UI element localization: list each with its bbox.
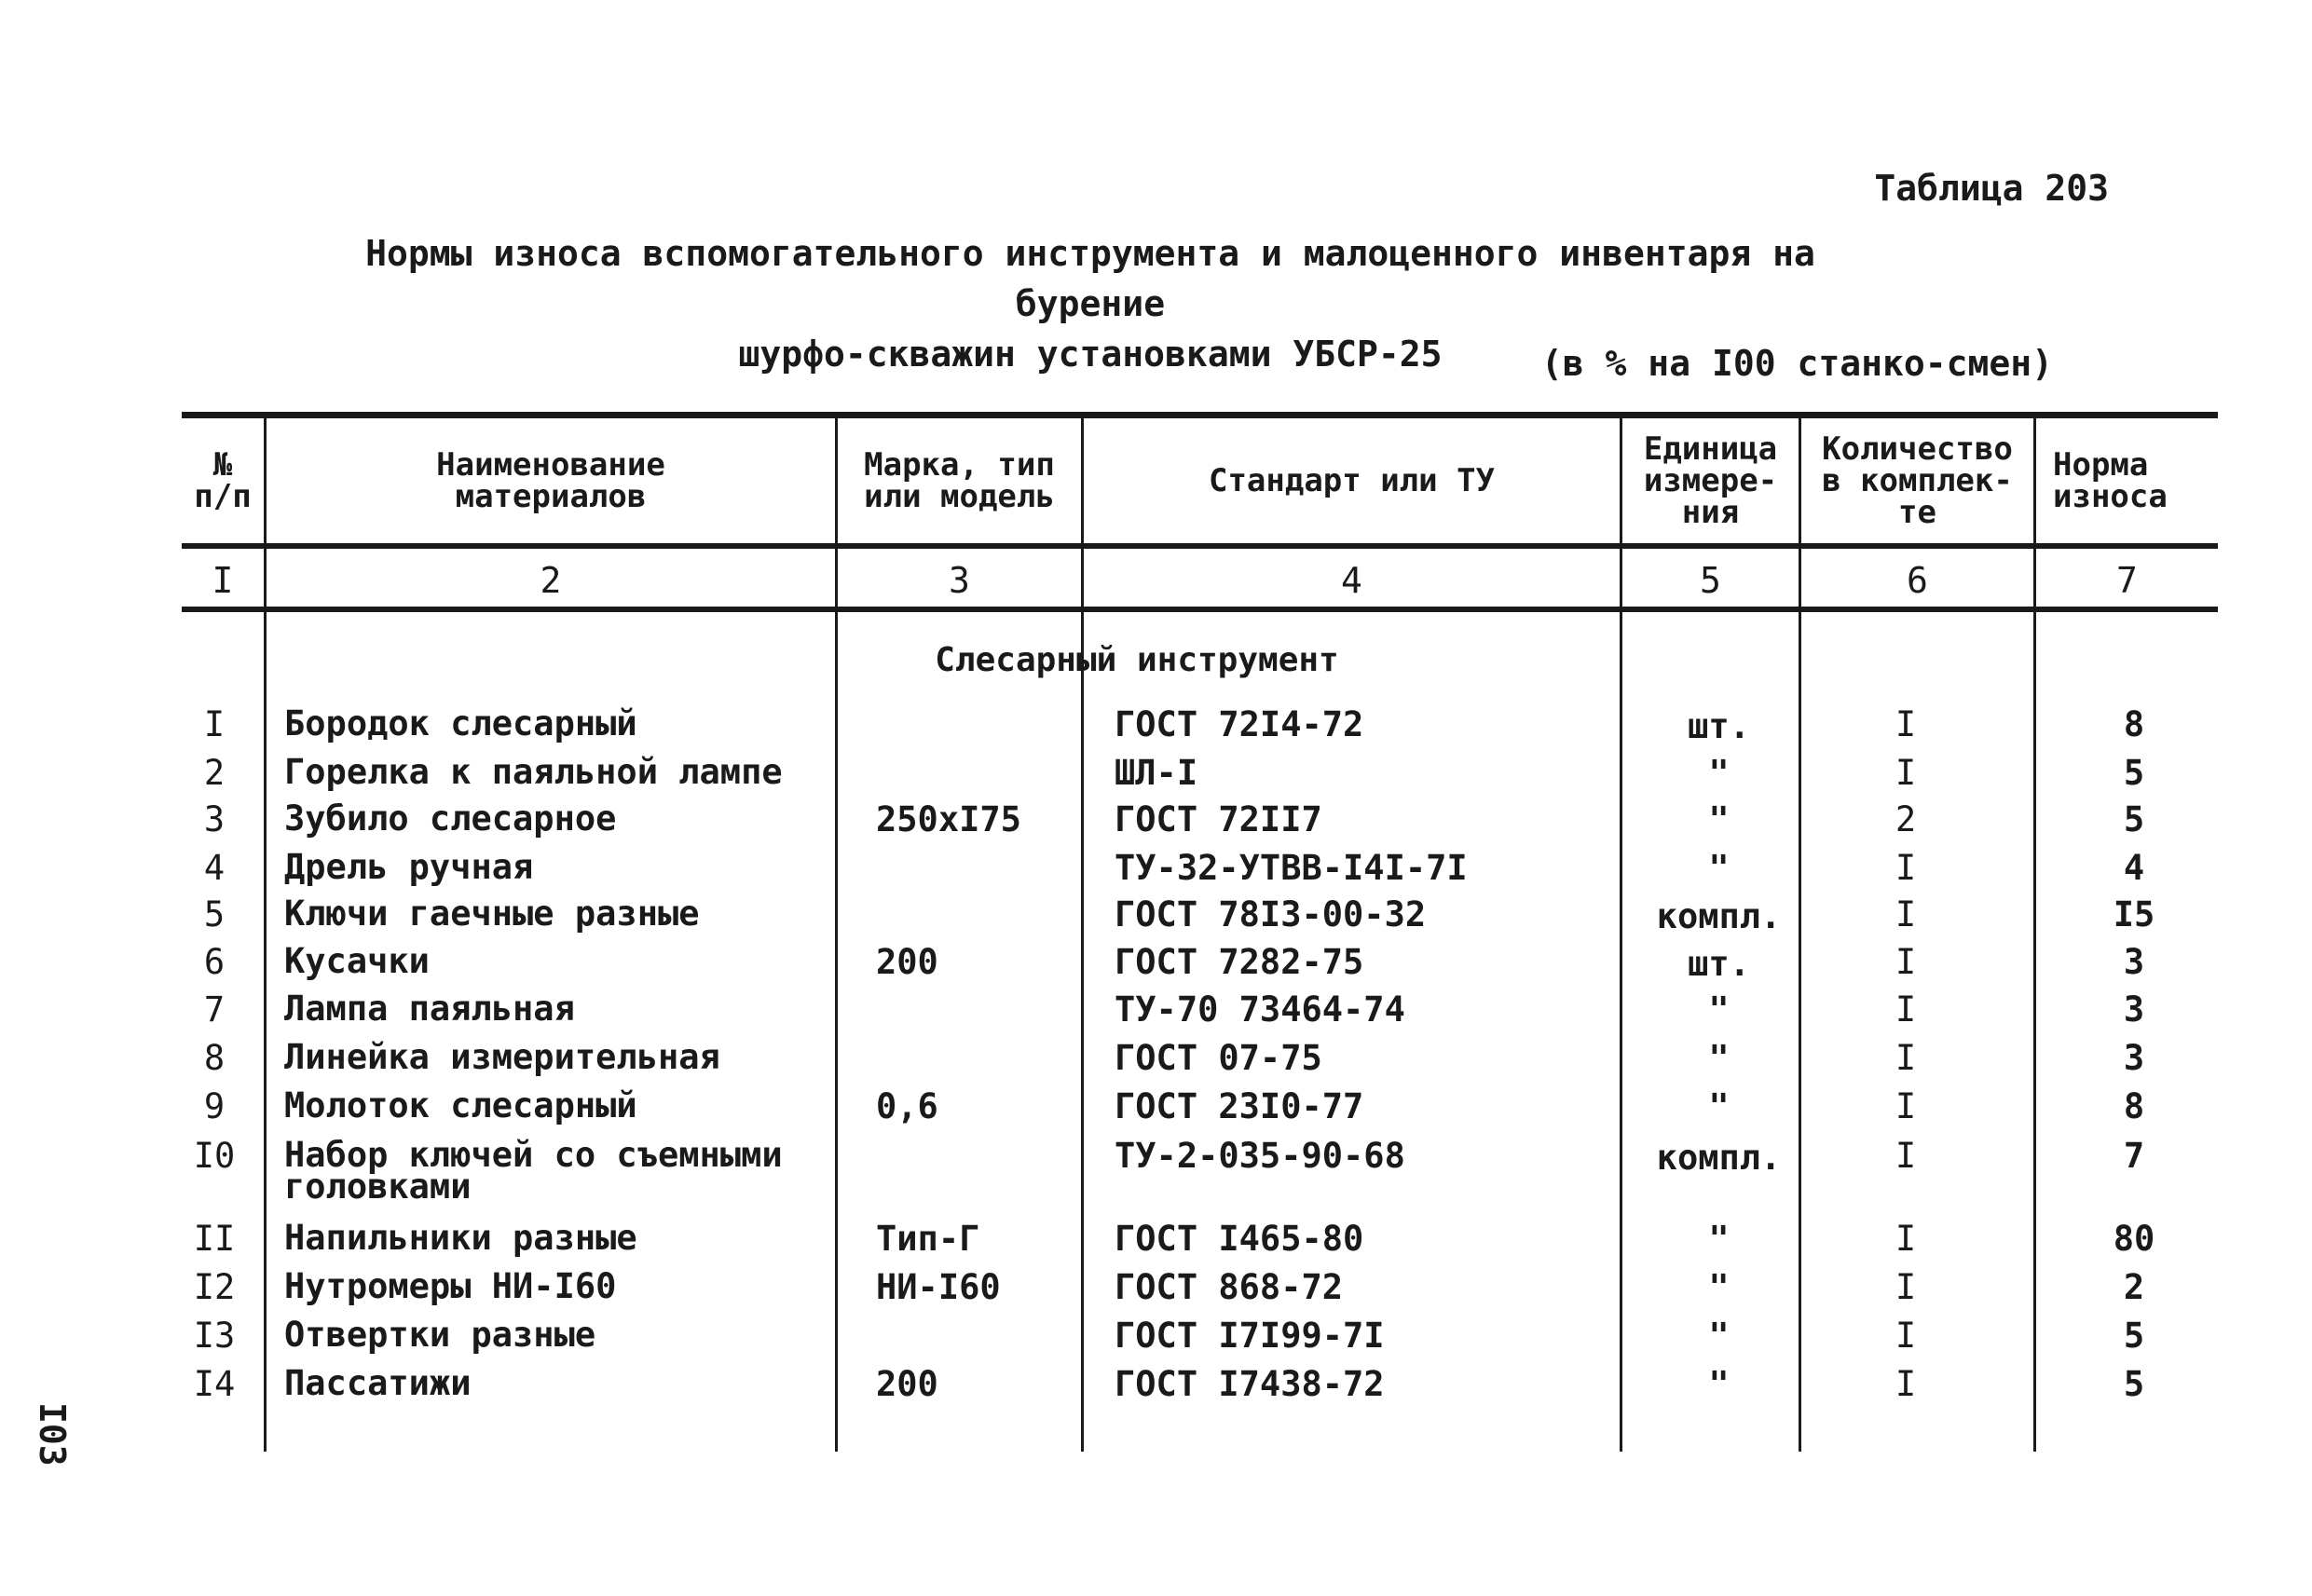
- row-name: Напильники разные: [284, 1218, 637, 1258]
- table-number: Таблица 203: [1874, 168, 2109, 209]
- row-norm: I5: [2113, 894, 2155, 934]
- row-standard: ТУ-32-УТВВ-I4I-7I: [1115, 848, 1468, 888]
- unit-note: (в % на I00 станко-смен): [1540, 343, 2053, 384]
- header-unit-line-3: ния: [1681, 494, 1740, 531]
- row-unit: компл.: [1656, 896, 1782, 936]
- row-name: Ключи гаечные разные: [284, 893, 700, 934]
- row-number: 3: [203, 799, 226, 839]
- row-unit: шт.: [1688, 706, 1750, 746]
- page-number: I03: [32, 1402, 73, 1466]
- row-name: Набор ключей со съемными головками: [284, 1135, 783, 1207]
- row-name: Кусачки: [284, 941, 430, 981]
- row-unit: ": [1708, 1364, 1730, 1404]
- row-quantity: I: [1895, 894, 1917, 934]
- row-unit: ": [1708, 1267, 1730, 1307]
- row-number: I2: [193, 1267, 236, 1307]
- header-num-sign: №: [212, 446, 233, 484]
- row-standard: ГОСТ 7282-75: [1115, 942, 1364, 982]
- row-quantity: I: [1895, 989, 1917, 1030]
- row-number: I3: [193, 1316, 236, 1356]
- row-standard: ГОСТ 72I4-72: [1115, 704, 1364, 744]
- row-number: 9: [203, 1086, 226, 1126]
- row-mark: Тип-Г: [876, 1219, 980, 1259]
- row-norm: 3: [2123, 989, 2145, 1030]
- row-quantity: I: [1895, 942, 1917, 982]
- row-standard: ГОСТ 72II7: [1115, 799, 1322, 839]
- row-quantity: I: [1895, 1316, 1917, 1356]
- row-unit: ": [1708, 799, 1730, 839]
- row-unit: компл.: [1656, 1138, 1782, 1178]
- header-norm-line-2: износа: [2053, 478, 2168, 515]
- column-number-4: 4: [1341, 560, 1362, 601]
- row-standard: ГОСТ 23I0-77: [1115, 1086, 1364, 1126]
- row-unit: ": [1708, 1086, 1730, 1126]
- header-num-label: п/п: [194, 478, 252, 515]
- row-quantity: 2: [1895, 799, 1917, 839]
- row-quantity: I: [1895, 1136, 1917, 1176]
- row-norm: 5: [2123, 1316, 2145, 1356]
- header-name-line-1: Наименование: [436, 446, 665, 484]
- row-name: Отвертки разные: [284, 1315, 596, 1355]
- header-standard-label: Стандарт или ТУ: [1208, 462, 1496, 499]
- row-norm: 2: [2123, 1267, 2145, 1307]
- row-quantity: I: [1895, 848, 1917, 888]
- row-norm: 4: [2123, 848, 2145, 888]
- row-name: Молоток слесарный: [284, 1085, 637, 1125]
- row-standard: ГОСТ I7I99-7I: [1115, 1316, 1385, 1356]
- column-number-3: 3: [949, 560, 970, 601]
- row-number: 7: [203, 989, 226, 1030]
- column-number-1: I: [212, 560, 234, 601]
- row-name: Пассатижи: [284, 1363, 472, 1403]
- row-number: I: [203, 704, 226, 744]
- row-quantity: I: [1895, 704, 1917, 744]
- row-standard: ТУ-2-035-90-68: [1115, 1136, 1405, 1176]
- row-norm: 5: [2123, 799, 2145, 839]
- top-rule: [182, 412, 2218, 418]
- row-quantity: I: [1895, 1267, 1917, 1307]
- row-name: Линейка измерительная: [284, 1037, 720, 1077]
- row-name: Лампа паяльная: [284, 989, 575, 1029]
- title-line-2: шурфо-скважин установками УБСР-25: [738, 334, 1443, 375]
- row-number: I4: [193, 1364, 236, 1404]
- row-norm: 5: [2123, 1364, 2145, 1404]
- column-number-6: 6: [1907, 560, 1928, 601]
- row-mark: НИ-I60: [876, 1267, 1001, 1307]
- column-number-5: 5: [1700, 560, 1721, 601]
- row-norm: 3: [2123, 1038, 2145, 1078]
- row-unit: ": [1708, 848, 1730, 888]
- header-quantity: [1801, 421, 2033, 540]
- row-mark: 200: [876, 1364, 938, 1404]
- row-standard: ТУ-70 73464-74: [1115, 989, 1405, 1030]
- row-number: I0: [193, 1136, 236, 1176]
- row-number: 2: [203, 753, 226, 793]
- column-number-2: 2: [540, 560, 562, 601]
- header-name: [267, 421, 835, 540]
- row-norm: 8: [2123, 704, 2145, 744]
- row-quantity: I: [1895, 1086, 1917, 1126]
- row-standard: ГОСТ I7438-72: [1115, 1364, 1385, 1404]
- row-number: 6: [203, 942, 226, 982]
- row-unit: ": [1708, 1219, 1730, 1259]
- colnum-rule: [182, 607, 2218, 612]
- row-number: II: [193, 1219, 236, 1259]
- row-norm: 3: [2123, 942, 2145, 982]
- row-quantity: I: [1895, 1364, 1917, 1404]
- header-mark-line-1: Марка, тип: [864, 446, 1055, 484]
- section-title: Слесарный инструмент: [935, 641, 1339, 679]
- header-rule: [182, 543, 2218, 549]
- header-mark-line-2: или модель: [864, 478, 1055, 515]
- row-unit: ": [1708, 1316, 1730, 1356]
- row-name: Бородок слесарный: [284, 703, 637, 743]
- column-number-7: 7: [2116, 560, 2138, 601]
- row-standard: ГОСТ I465-80: [1115, 1219, 1364, 1259]
- row-norm: 7: [2123, 1136, 2145, 1176]
- row-unit: шт.: [1688, 944, 1750, 984]
- header-quantity-line-3: те: [1898, 494, 1936, 531]
- row-standard: ГОСТ 868-72: [1115, 1267, 1344, 1307]
- row-name: Нутромеры НИ-I60: [284, 1266, 617, 1306]
- header-name-line-2: материалов: [455, 478, 647, 515]
- row-standard: ГОСТ 07-75: [1115, 1038, 1322, 1078]
- row-mark: 250хI75: [876, 799, 1021, 839]
- header-unit: [1622, 421, 1799, 540]
- row-quantity: I: [1895, 753, 1917, 793]
- row-unit: ": [1708, 1038, 1730, 1078]
- row-name: Зубило слесарное: [284, 798, 617, 839]
- row-standard: ШЛ-I: [1115, 753, 1198, 793]
- row-norm: 5: [2123, 753, 2145, 793]
- header-quantity-line-2: в комплек-: [1822, 462, 2013, 499]
- row-number: 4: [203, 848, 226, 888]
- header-num: [182, 421, 264, 540]
- row-mark: 200: [876, 942, 938, 982]
- header-unit-line-2: измере-: [1643, 462, 1778, 499]
- row-unit: ": [1708, 989, 1730, 1030]
- row-unit: ": [1708, 753, 1730, 793]
- row-name: Дрель ручная: [284, 847, 534, 887]
- header-norm: [2036, 421, 2218, 540]
- header-mark: [838, 421, 1081, 540]
- row-norm: 8: [2123, 1086, 2145, 1126]
- header-norm-line-1: Норма: [2053, 446, 2149, 484]
- row-standard: ГОСТ 78I3-00-32: [1115, 894, 1427, 934]
- row-norm: 80: [2113, 1219, 2155, 1259]
- row-number: 5: [203, 894, 226, 934]
- row-mark: 0,6: [876, 1086, 938, 1126]
- row-name: Горелка к паяльной лампе: [284, 752, 783, 792]
- header-standard: [1084, 421, 1620, 540]
- title-line-1: Нормы износа вспомогательного инструмента и малоценного инвентаря на бурение: [365, 233, 1815, 324]
- row-quantity: I: [1895, 1219, 1917, 1259]
- row-number: 8: [203, 1038, 226, 1078]
- header-unit-line-1: Единица: [1643, 430, 1778, 468]
- header-quantity-line-1: Количество: [1822, 430, 2013, 468]
- row-quantity: I: [1895, 1038, 1917, 1078]
